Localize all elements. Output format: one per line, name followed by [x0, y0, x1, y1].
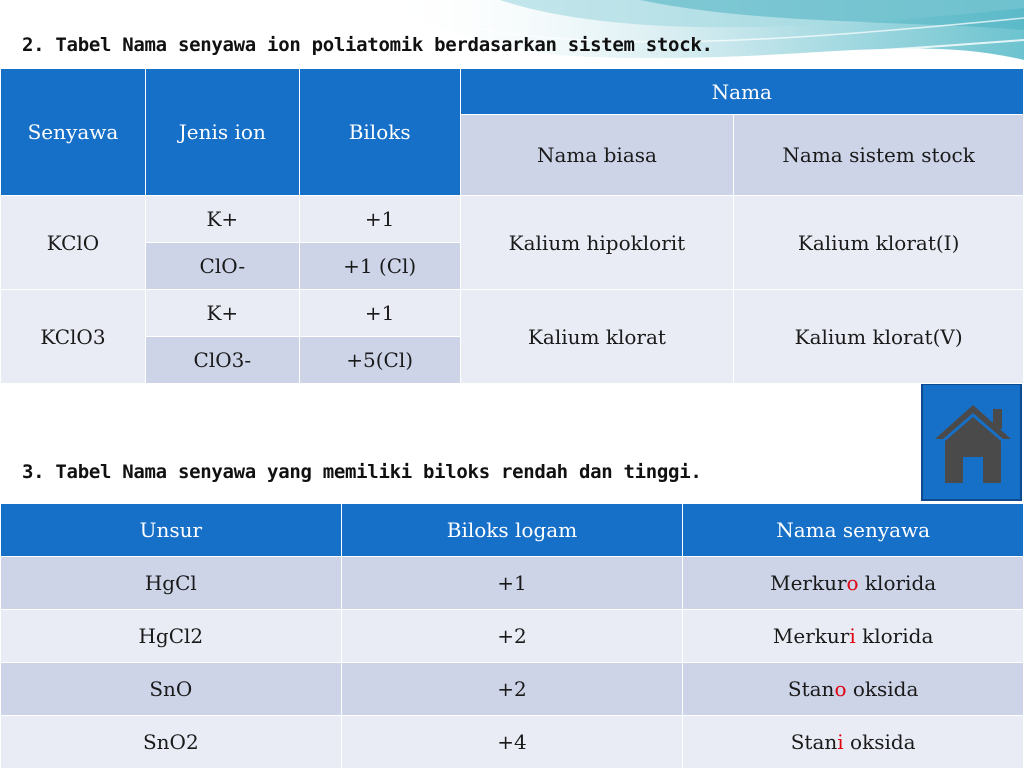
- cell-unsur: HgCl2: [1, 610, 342, 663]
- name-stem: Merkur: [772, 624, 850, 648]
- name-stem: Stan: [790, 730, 838, 754]
- table-row: [1, 716, 1024, 769]
- home-icon: [933, 399, 1014, 487]
- name-stem: Merkur: [770, 571, 847, 595]
- cell-unsur: SnO2: [1, 716, 342, 769]
- cell-senyawa: KClO: [1, 196, 146, 290]
- cell-nama-senyawa: [683, 610, 1024, 663]
- header-nama-senyawa: Nama senyawa: [683, 504, 1024, 557]
- name-rest: oksida: [846, 677, 919, 701]
- cell-nama-biasa: Kalium klorat: [460, 290, 734, 384]
- header-biloks-logam: Biloks logam: [341, 504, 683, 557]
- home-button[interactable]: [921, 383, 1022, 501]
- cell-ion: ClO3-: [145, 337, 299, 384]
- cell-nama-biasa: Kalium hipoklorit: [460, 196, 734, 290]
- table-row: [1, 663, 1024, 716]
- header-nama-biasa: Nama biasa: [460, 115, 734, 196]
- cell-nama-stock: Kalium klorat(V): [734, 290, 1024, 384]
- header-senyawa: Senyawa: [1, 69, 146, 196]
- cell-ion: K+: [145, 196, 299, 243]
- name-suffix-highlight: o: [834, 677, 847, 701]
- cell-biloks: +1 (Cl): [299, 243, 460, 290]
- cell-biloks-logam: +4: [341, 716, 683, 769]
- cell-biloks-logam: +2: [341, 663, 683, 716]
- cell-biloks: +1: [299, 290, 460, 337]
- cell-ion: ClO-: [145, 243, 299, 290]
- name-rest: oksida: [843, 730, 916, 754]
- table-oxidation-state-names: [0, 503, 1024, 769]
- table-row: [1, 290, 1024, 337]
- header-biloks: Biloks: [299, 69, 460, 196]
- header-jenis-ion: Jenis ion: [145, 69, 299, 196]
- table-polyatomic-ion-names: [0, 68, 1024, 384]
- cell-nama-senyawa: [683, 557, 1024, 610]
- cell-biloks-logam: +1: [341, 557, 683, 610]
- header-nama-sistem-stock: Nama sistem stock: [734, 115, 1024, 196]
- header-nama: Nama: [460, 69, 1023, 115]
- cell-biloks: +1: [299, 196, 460, 243]
- cell-nama-stock: Kalium klorat(I): [734, 196, 1024, 290]
- name-rest: klorida: [858, 571, 937, 595]
- cell-ion: K+: [145, 290, 299, 337]
- section-3-title: 3. Tabel Nama senyawa yang memiliki biloks rendah dan tinggi.: [22, 461, 702, 483]
- name-suffix-highlight: o: [846, 571, 859, 595]
- cell-senyawa: KClO3: [1, 290, 146, 384]
- name-rest: klorida: [855, 624, 934, 648]
- table-row: [1, 610, 1024, 663]
- name-suffix-highlight: i: [849, 624, 856, 648]
- header-unsur: Unsur: [1, 504, 342, 557]
- name-stem: Stan: [787, 677, 835, 701]
- section-2-title: 2. Tabel Nama senyawa ion poliatomik berdasarkan sistem stock.: [22, 34, 713, 56]
- cell-unsur: HgCl: [1, 557, 342, 610]
- cell-nama-senyawa: [683, 716, 1024, 769]
- name-suffix-highlight: i: [837, 730, 844, 754]
- table-row: [1, 557, 1024, 610]
- table-row: [1, 196, 1024, 243]
- cell-nama-senyawa: [683, 663, 1024, 716]
- cell-unsur: SnO: [1, 663, 342, 716]
- cell-biloks-logam: +2: [341, 610, 683, 663]
- cell-biloks: +5(Cl): [299, 337, 460, 384]
